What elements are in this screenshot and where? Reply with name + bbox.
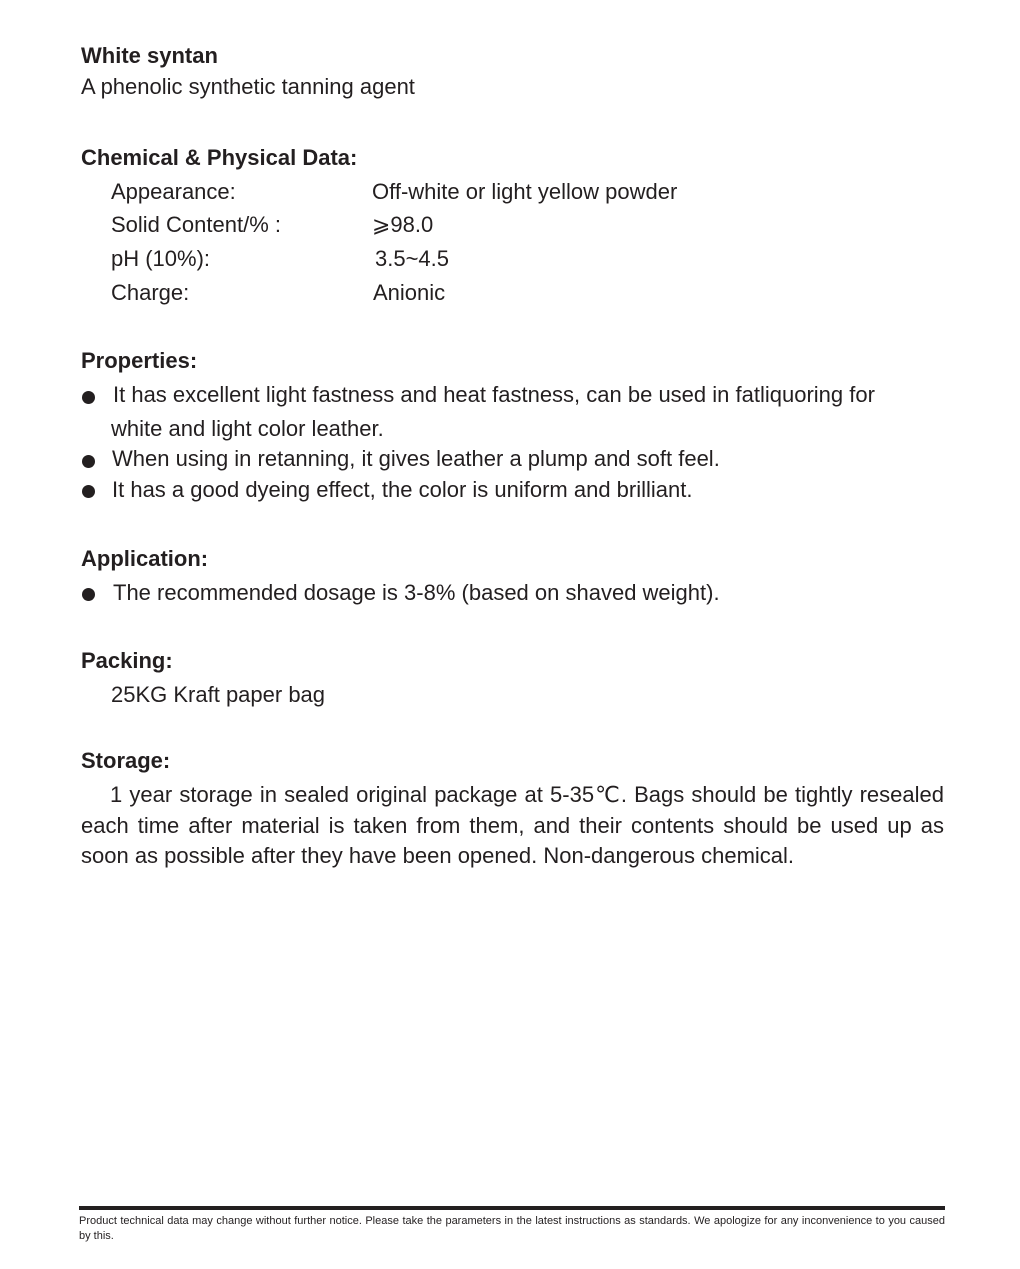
property-item-2: When using in retanning, it gives leather a plump and soft feel. (112, 446, 720, 471)
property-item-3: It has a good dyeing effect, the color is uniform and brilliant. (112, 477, 693, 502)
application-item-1: The recommended dosage is 3-8% (based on shaved weight). (113, 580, 720, 605)
footer-notice: Product technical data may change without further notice. Please take the parameters in the latest instructions as standards. We apologize for any inconvenience to you caused by this. (79, 1215, 945, 1242)
solid-content-value: ⩾98.0 (372, 212, 434, 237)
storage-heading: Storage: (81, 748, 171, 773)
packing-text: 25KG Kraft paper bag (111, 682, 326, 707)
product-name: White syntan (81, 43, 218, 68)
bullet-icon (82, 391, 95, 404)
property-item-1-line-1: It has excellent light fastness and heat fastness, can be used in fatliquoring for (113, 382, 875, 407)
property-item-1-line-2: white and light color leather. (111, 416, 384, 441)
appearance-label: Appearance: (111, 179, 236, 204)
chemical-physical-heading: Chemical & Physical Data: (81, 145, 358, 170)
application-heading: Application: (81, 546, 209, 571)
appearance-value: Off-white or light yellow powder (372, 179, 678, 204)
packing-heading: Packing: (81, 648, 173, 673)
ph-label: pH (10%): (111, 246, 211, 271)
ph-value: 3.5~4.5 (375, 246, 450, 271)
bullet-icon (82, 588, 95, 601)
bullet-icon (82, 455, 95, 468)
storage-paragraph: 1 year storage in sealed original package at 5-35℃. Bags should be tightly resealed each time after material is taken from them, and their contents should be used up as soon as possible after they have been opened. Non-dangerous chemical. (81, 782, 944, 868)
charge-value: Anionic (373, 280, 446, 305)
footer-divider (79, 1206, 945, 1210)
solid-content-label: Solid Content/% : (111, 212, 281, 237)
product-subtitle: A phenolic synthetic tanning agent (81, 74, 415, 99)
bullet-icon (82, 485, 95, 498)
properties-heading: Properties: (81, 348, 198, 373)
charge-label: Charge: (111, 280, 190, 305)
